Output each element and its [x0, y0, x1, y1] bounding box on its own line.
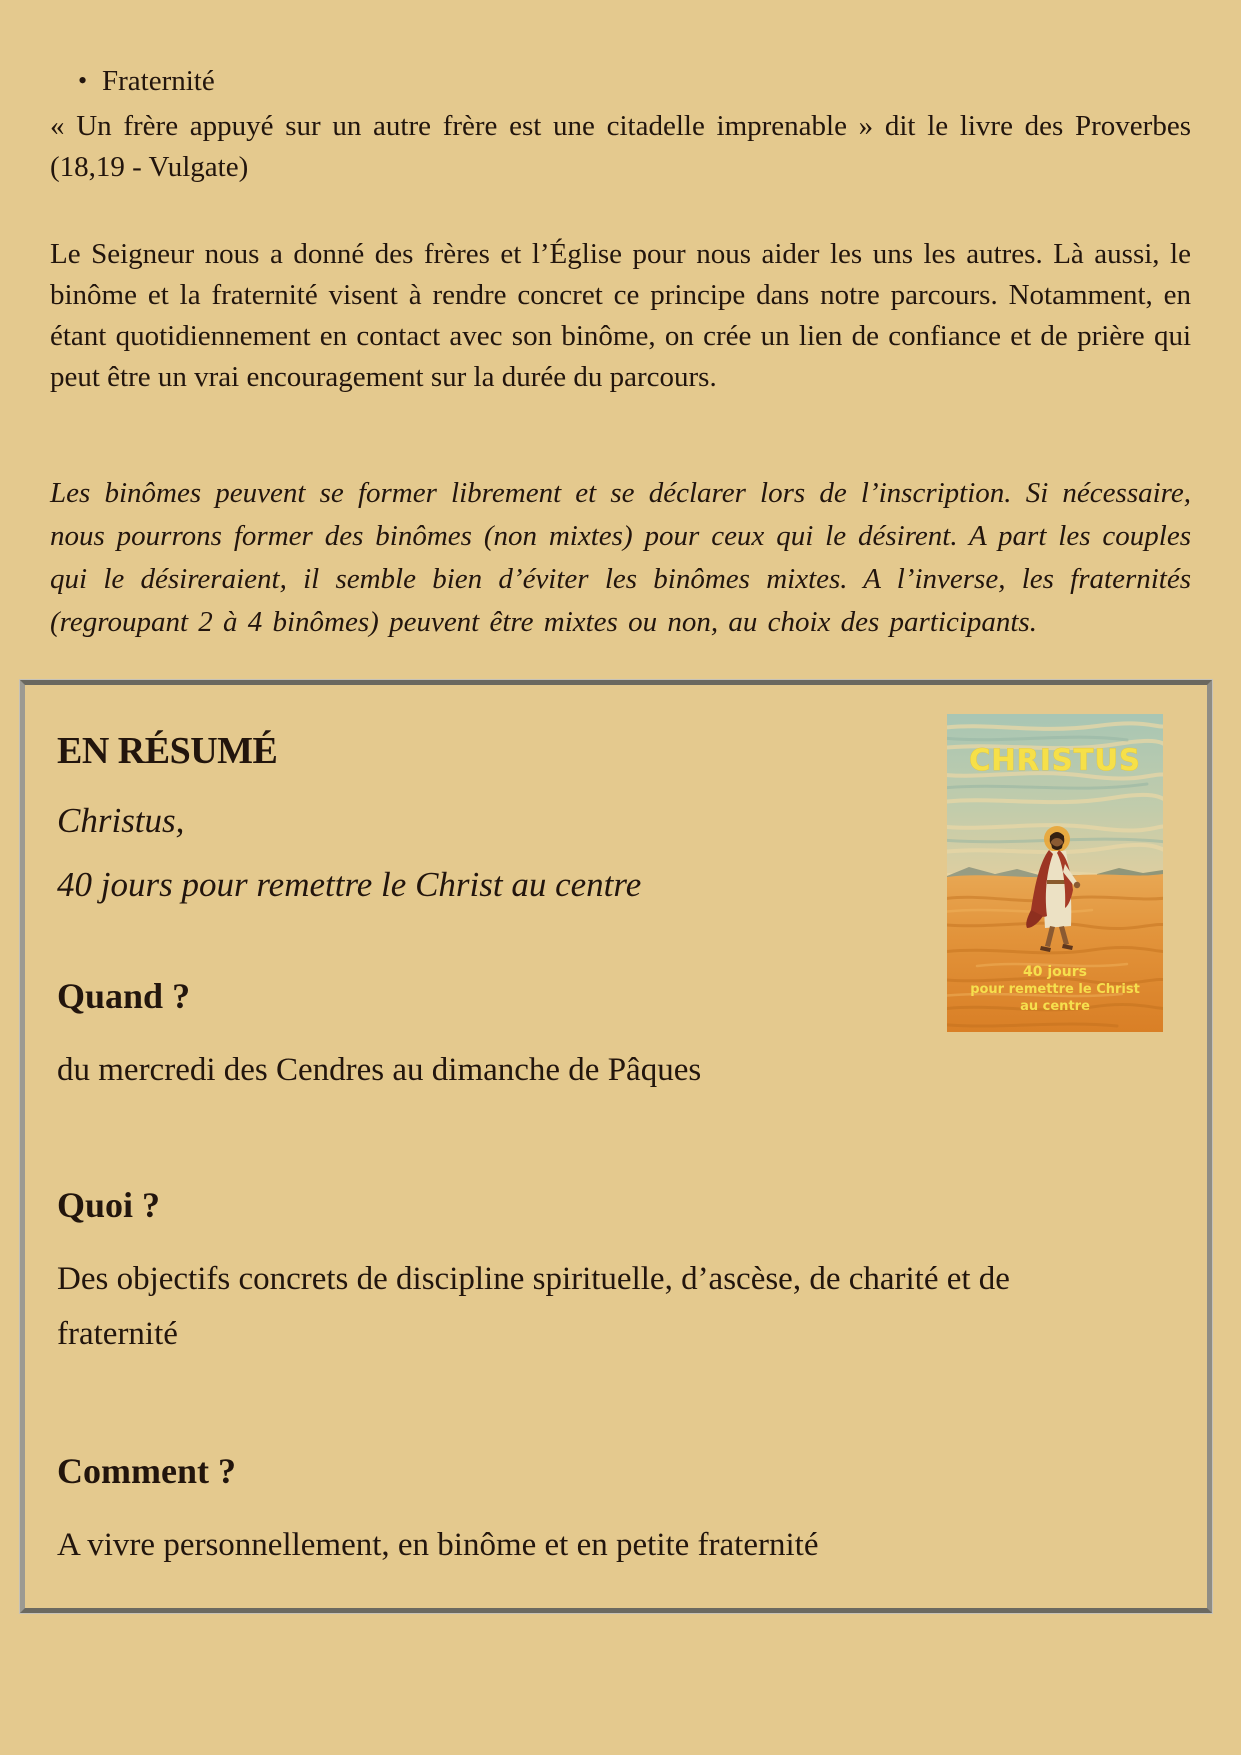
- poster-caption-line2: pour remettre le Christ: [970, 982, 1140, 997]
- summary-subtitle-line2: 40 jours pour remettre le Christ au centre: [57, 865, 642, 904]
- bullet-icon: •: [78, 66, 88, 95]
- bullet-item-label: Fraternité: [102, 65, 215, 97]
- summary-heading: EN RÉSUMÉ: [57, 730, 278, 772]
- proverb-quote: « Un frère appuyé sur un autre frère est une citadelle imprenable » dit le livre des Proverbes (18,19 - Vulgate): [50, 110, 1191, 183]
- paragraph-binomes-italic: Les binômes peuvent se former librement et se déclarer lors de l’inscription. Si nécessaire, nous pourrons former des binômes (non mixtes) pour ceux qui le désirent. A part les couples qui le désireraient, il semble bien d’éviter les binômes mixtes. A l’inverse, les fraternités (regroupant 2 à 4 binômes) peuvent être mixtes ou non, au choix des participants.: [50, 477, 1191, 638]
- section-comment-label: Comment ?: [57, 1451, 236, 1491]
- paragraph-seigneur: Le Seigneur nous a donné des frères et l’Église pour nous aider les uns les autres. Là aussi, le binôme et la fraternité visent à rendre concret ce principe dans notre parcours. Notamment, en étant quotidiennement en contact avec son binôme, on crée un lien de confiance et de prière qui peut être un vrai encouragement sur la durée du parcours.: [50, 238, 1191, 393]
- section-quand-text: du mercredi des Cendres au dimanche de Pâques: [57, 1052, 702, 1088]
- summary-box: [20, 680, 1212, 1613]
- poster-title: CHRISTUS: [969, 743, 1141, 777]
- summary-subtitle-line1: Christus,: [57, 801, 185, 840]
- section-quoi-label: Quoi ?: [57, 1185, 161, 1225]
- section-quoi: [57, 1180, 1177, 1362]
- bullet-list-item: [78, 60, 1191, 102]
- poster-caption-line3: au centre: [1020, 999, 1090, 1014]
- section-quand-label: Quand ?: [57, 976, 191, 1016]
- section-comment-text: A vivre personnellement, en binôme et en petite fraternité: [57, 1527, 819, 1563]
- section-comment: [57, 1446, 1177, 1573]
- christus-poster-image: [947, 714, 1163, 1032]
- section-quoi-text: Des objectifs concrets de discipline spirituelle, d’ascèse, de charité et de fraternité: [57, 1261, 1010, 1352]
- poster-caption-line1: 40 jours: [1023, 964, 1087, 980]
